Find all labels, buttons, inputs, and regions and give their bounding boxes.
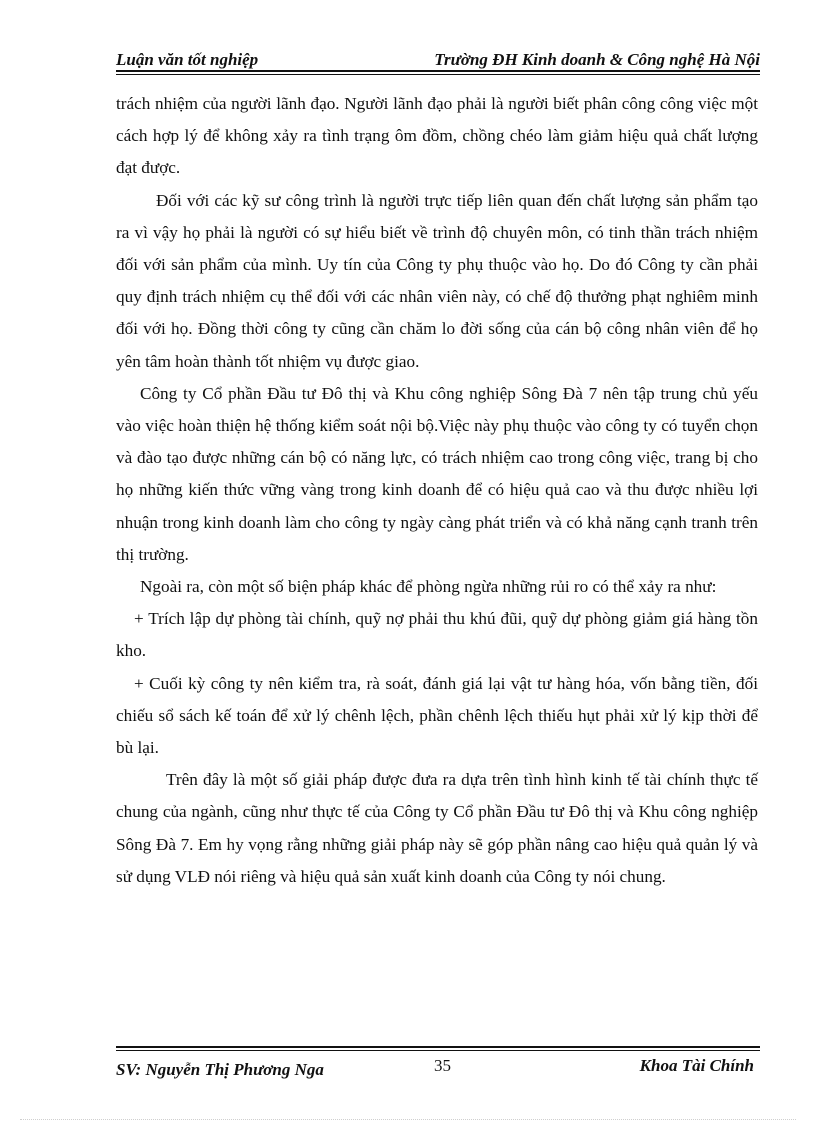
footer-student-name: SV: Nguyễn Thị Phương Nga bbox=[116, 1060, 324, 1079]
list-item-year-end-review: + Cuối kỳ công ty nên kiểm tra, rà soát, đánh giá lại vật tư hàng hóa, vốn bằng tiền, đối chiếu sổ sách kế toán để xử lý chênh lệch, phần chênh lệch thiếu hụt phải xử lý kịp thời để bù lại. bbox=[116, 673, 758, 758]
list-item-provisions: + Trích lập dự phòng tài chính, quỹ nợ phải thu khú đũi, quỹ dự phòng giảm giá hàng tồn kho. bbox=[116, 609, 758, 661]
page-number: 35 bbox=[434, 1056, 451, 1075]
header-university-name: Trường ĐH Kinh doanh & Công nghệ Hà Nội bbox=[434, 50, 760, 69]
page-body bbox=[116, 88, 758, 893]
paragraph-other-measures: Ngoài ra, còn một số biện pháp khác để phòng ngừa những rủi ro có thể xảy ra như: bbox=[140, 577, 717, 597]
header-rule bbox=[116, 70, 760, 72]
paragraph-leadership: trách nhiệm của người lãnh đạo. Người lãnh đạo phải là người biết phân công công việc một cách hợp lý để không xảy ra tình trạng ôm đồm, chồng chéo làm giảm hiệu quả chất lượng đạt được. bbox=[116, 94, 758, 178]
footer-rule bbox=[116, 1046, 760, 1048]
page-footer bbox=[116, 1046, 760, 1086]
paragraph-conclusion: Trên đây là một số giải pháp được đưa ra dựa trên tình hình kinh tế tài chính thực tế chung của ngành, cũng như thực tế của Công ty Cổ phần Đầu tư Đô thị và Khu công nghiệp Sông Đà 7. Em hy vọng rằng những giải pháp này sẽ góp phần nâng cao hiệu quả quản lý và sử dụng VLĐ nói riêng và hiệu quả sản xuất kinh doanh của Công ty nói chung. bbox=[116, 770, 758, 886]
paragraph-engineers: Đối với các kỹ sư công trình là người trực tiếp liên quan đến chất lượng sản phẩm tạo ra vì vậy họ phải là người có sự hiểu biết về trình độ chuyên môn, có tinh thần trách nhiệm đối với sản phẩm của mình. Uy tín của Công ty phụ thuộc vào họ. Do đó Công ty cần phải quy định trách nhiệm cụ thể đối với các nhân viên này, có chế độ thưởng phạt nghiêm minh đối với họ. Đồng thời công ty cũng cần chăm lo đời sống của cán bộ công nhân viên để họ yên tâm hoàn thành tốt nhiệm vụ được giao. bbox=[116, 190, 758, 371]
header-rule-thin bbox=[116, 74, 760, 75]
page-edge-dotted-line bbox=[20, 1119, 796, 1120]
header-thesis-label: Luận văn tốt nghiệp bbox=[116, 50, 259, 69]
paragraph-internal-control: Công ty Cổ phần Đầu tư Đô thị và Khu công nghiệp Sông Đà 7 nên tập trung chủ yếu vào việc hoàn thiện hệ thống kiểm soát nội bộ.Việc này phụ thuộc vào công ty có tuyển chọn và đào tạo được những cán bộ có năng lực, có trách nhiệm cao trong công việc, trang bị cho họ những kiến thức vững vàng trong kinh doanh để có hiệu quả cao và thu được nhiều lợi nhuận trong kinh doanh làm cho công ty ngày càng phát triển và có khả năng cạnh tranh trên thị trường. bbox=[116, 383, 758, 564]
page-header bbox=[116, 46, 760, 72]
footer-rule-thin bbox=[116, 1050, 760, 1051]
footer-faculty: Khoa Tài Chính bbox=[639, 1056, 754, 1075]
